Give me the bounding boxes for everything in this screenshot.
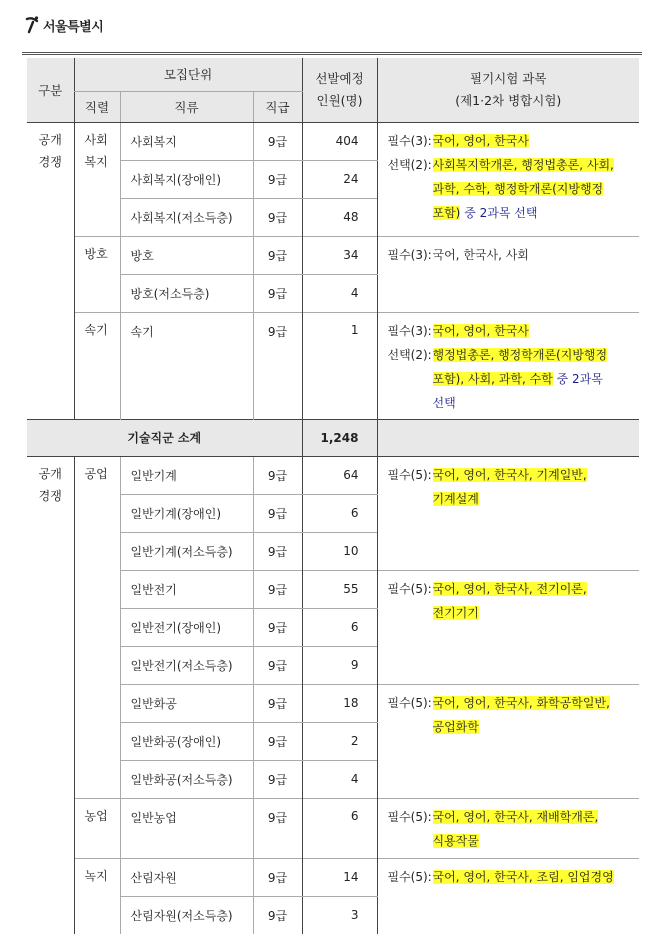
job-cell: 방호 — [120, 236, 253, 274]
grade-cell: 9급 — [253, 798, 302, 858]
count-cell: 4 — [302, 274, 377, 312]
count-cell: 404 — [302, 122, 377, 160]
count-cell: 1 — [302, 312, 377, 419]
series-cell: 속기 — [74, 312, 120, 419]
grade-cell: 9급 — [253, 532, 302, 570]
grade-cell: 9급 — [253, 494, 302, 532]
header-unit: 모집단위 — [74, 58, 302, 91]
subjects-cell: 필수(3): 국어, 영어, 한국사 선택(2): 사회복지학개론, 행정법총론, 사회, 과학, 수학, 행정학개론(지방행정 포함) 중 2과목 선택 — [377, 122, 639, 236]
grade-cell: 9급 — [253, 160, 302, 198]
count-cell: 24 — [302, 160, 377, 198]
grade-cell: 9급 — [253, 198, 302, 236]
subjects-cell: 필수(5): 국어, 영어, 한국사, 화학공학일반, 공업화학 — [377, 684, 639, 798]
subjects-cell: 필수(5): 국어, 영어, 한국사, 기계일반, 기계설계 — [377, 456, 639, 570]
count-cell: 6 — [302, 608, 377, 646]
count-cell: 6 — [302, 494, 377, 532]
count-cell: 48 — [302, 198, 377, 236]
series-cell: 공업 — [74, 456, 120, 798]
subtotal-row — [27, 419, 639, 456]
count-cell: 64 — [302, 456, 377, 494]
top-rule-2 — [22, 54, 642, 55]
grade-cell: 9급 — [253, 760, 302, 798]
table-row — [27, 858, 639, 896]
grade-cell: 9급 — [253, 236, 302, 274]
subjects-cell: 필수(5): 국어, 영어, 한국사, 조림, 임업경영 — [377, 858, 639, 934]
category-cell: 공개 경쟁 — [38, 466, 62, 503]
count-cell: 2 — [302, 722, 377, 760]
category-cell: 공개 경쟁 — [38, 132, 62, 169]
grade-cell: 9급 — [253, 456, 302, 494]
count-cell: 3 — [302, 896, 377, 934]
seoul-logo-text: 서울특별시 — [43, 19, 104, 35]
job-cell: 산림자원 — [120, 858, 253, 896]
series-cell: 녹지 — [74, 858, 120, 934]
grade-cell: 9급 — [253, 274, 302, 312]
job-cell: 일반기계(저소득층) — [120, 532, 253, 570]
grade-cell: 9급 — [253, 608, 302, 646]
grade-cell: 9급 — [253, 570, 302, 608]
table-row — [27, 798, 639, 858]
job-cell: 사회복지(저소득층) — [120, 198, 253, 236]
grade-cell: 9급 — [253, 684, 302, 722]
job-cell: 사회복지 — [120, 122, 253, 160]
count-cell: 34 — [302, 236, 377, 274]
table-row — [27, 312, 639, 419]
job-cell: 방호(저소득층) — [120, 274, 253, 312]
subtotal-empty — [377, 419, 639, 456]
subjects-cell: 필수(5): 국어, 영어, 한국사, 전기이론, 전기기기 — [377, 570, 639, 684]
subjects-cell: 필수(3): 국어, 한국사, 사회 — [377, 236, 639, 312]
grade-cell: 9급 — [253, 312, 302, 419]
job-cell: 일반화공 — [120, 684, 253, 722]
job-cell: 일반전기(장애인) — [120, 608, 253, 646]
seoul-logo — [24, 12, 103, 38]
header-series: 직렬 — [74, 91, 120, 122]
job-cell: 일반기계(장애인) — [120, 494, 253, 532]
table-row — [27, 236, 639, 274]
series-cell: 방호 — [74, 236, 120, 312]
header-gubun: 구분 — [27, 58, 74, 122]
subtotal-label: 기술직군 소계 — [27, 419, 302, 456]
grade-cell: 9급 — [253, 646, 302, 684]
count-cell: 4 — [302, 760, 377, 798]
grade-cell: 9급 — [253, 858, 302, 896]
seoul-logo-icon — [24, 15, 40, 35]
count-cell: 9 — [302, 646, 377, 684]
grade-cell: 9급 — [253, 896, 302, 934]
table-row — [27, 456, 639, 494]
job-cell: 일반화공(저소득층) — [120, 760, 253, 798]
count-cell: 14 — [302, 858, 377, 896]
job-cell: 사회복지(장애인) — [120, 160, 253, 198]
subtotal-value: 1,248 — [302, 419, 377, 456]
job-cell: 속기 — [120, 312, 253, 419]
subjects-cell: 필수(5): 국어, 영어, 한국사, 재배학개론, 식용작물 — [377, 798, 639, 858]
header-job: 직류 — [120, 91, 253, 122]
top-rule — [22, 52, 642, 53]
series-cell: 농업 — [74, 798, 120, 858]
series-cell: 사회 복지 — [74, 122, 120, 236]
table-row — [27, 122, 639, 160]
job-cell: 일반전기 — [120, 570, 253, 608]
recruitment-table — [27, 58, 639, 934]
count-cell: 18 — [302, 684, 377, 722]
subjects-cell: 필수(3): 국어, 영어, 한국사 선택(2): 행정법총론, 행정학개론(지방행정 포함), 사회, 과학, 수학 중 2과목 선택 — [377, 312, 639, 419]
job-cell: 산림자원(저소득층) — [120, 896, 253, 934]
job-cell: 일반전기(저소득층) — [120, 646, 253, 684]
count-cell: 6 — [302, 798, 377, 858]
count-cell: 10 — [302, 532, 377, 570]
header-subjects: 필기시험 과목 (제1·2차 병합시험) — [377, 58, 639, 122]
job-cell: 일반기계 — [120, 456, 253, 494]
grade-cell: 9급 — [253, 722, 302, 760]
header-grade: 직급 — [253, 91, 302, 122]
job-cell: 일반화공(장애인) — [120, 722, 253, 760]
header-planned: 선발예정 인원(명) — [302, 58, 377, 122]
count-cell: 55 — [302, 570, 377, 608]
grade-cell: 9급 — [253, 122, 302, 160]
job-cell: 일반농업 — [120, 798, 253, 858]
